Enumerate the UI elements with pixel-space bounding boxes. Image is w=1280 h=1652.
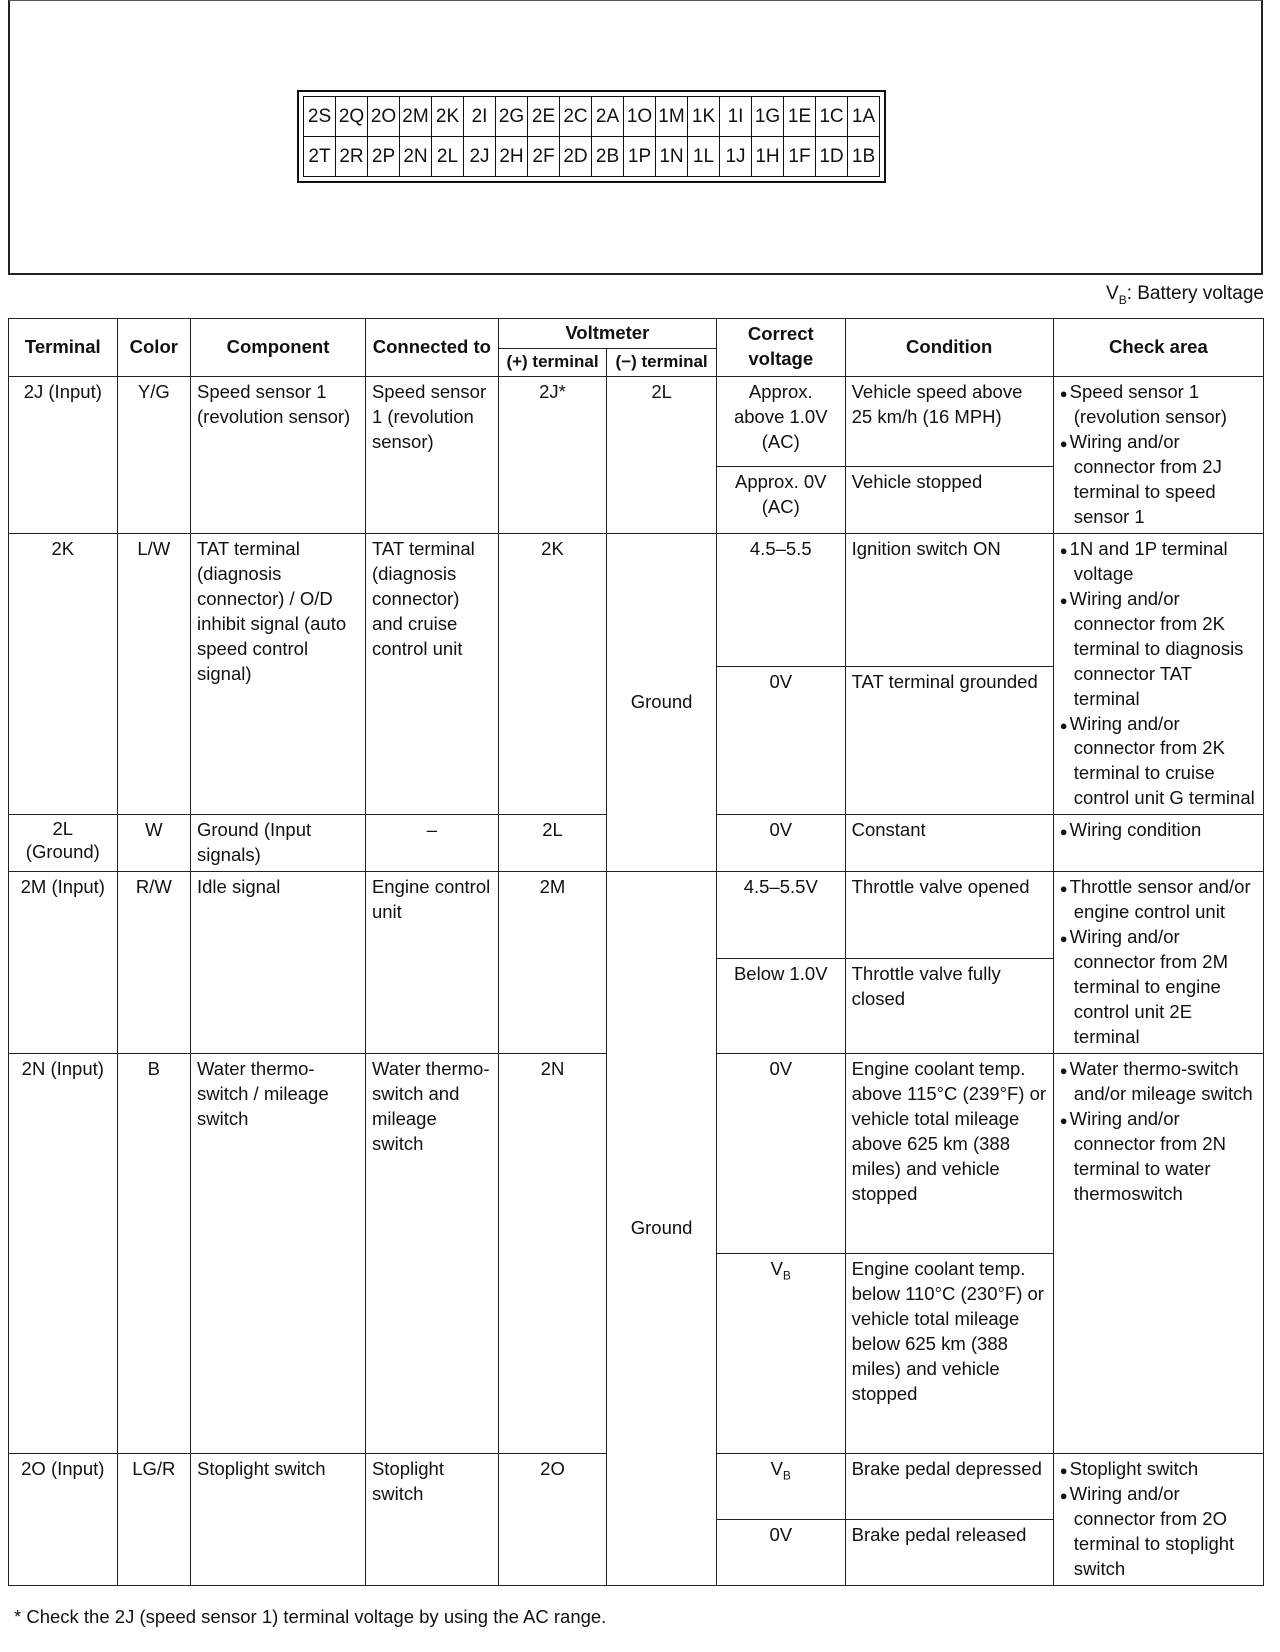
connector-pin: 2T: [304, 137, 336, 177]
minus-cell-ground: Ground: [607, 872, 717, 1586]
terminal-check-table: [8, 318, 1264, 1586]
plus-cell: 2O: [498, 1454, 607, 1586]
connector-pin: 2P: [368, 137, 400, 177]
connector-pin: 2C: [560, 97, 592, 137]
header-minus: (−) terminal: [607, 348, 717, 376]
connector-pin: 1L: [688, 137, 720, 177]
color-cell: Y/G: [117, 376, 190, 533]
connector-pin: 2D: [560, 137, 592, 177]
terminal-cell: 2K: [9, 533, 118, 815]
plus-cell: 2M: [498, 872, 607, 1054]
check-item: ● Wiring and/or connector from 2M terminal to engine control unit 2E terminal: [1060, 925, 1257, 1050]
connected-cell: TAT terminal (diagnosis connector) and cruise control unit: [365, 533, 498, 815]
connector-pin: 2M: [400, 97, 432, 137]
condition-cell: Vehicle speed above 25 km/h (16 MPH): [845, 376, 1053, 467]
connector-row-top: [304, 97, 880, 137]
voltage-cell: Approx. 0V (AC): [716, 467, 845, 533]
voltage-cell: $V_B$: [716, 1454, 845, 1520]
connected-cell: –: [365, 815, 498, 872]
check-item: ● Throttle sensor and/or engine control unit: [1060, 875, 1257, 925]
header-check: Check area: [1053, 319, 1263, 377]
connector-pin: 1E: [784, 97, 816, 137]
check-cell: [1053, 1054, 1263, 1454]
condition-cell: Brake pedal released: [845, 1520, 1053, 1586]
voltage-cell: Below 1.0V: [716, 958, 845, 1053]
connector-pin: 2H: [496, 137, 528, 177]
header-row: [9, 319, 1264, 349]
connector-pin: 1F: [784, 137, 816, 177]
condition-cell: Vehicle stopped: [845, 467, 1053, 533]
check-item: ● Wiring condition: [1060, 818, 1257, 843]
check-item: ● 1N and 1P terminal voltage: [1060, 537, 1257, 587]
table-row: [9, 376, 1264, 467]
connector-pin: 2E: [528, 97, 560, 137]
condition-cell: TAT terminal grounded: [845, 667, 1053, 815]
color-cell: R/W: [117, 872, 190, 1054]
footnote: * Check the 2J (speed sensor 1) terminal voltage by using the AC range.: [14, 1606, 607, 1627]
battery-voltage-legend: $V_B$: Battery voltage: [1106, 283, 1264, 307]
connector-pin: 1P: [624, 137, 656, 177]
table-row: [9, 533, 1264, 666]
connector-pin: 1J: [720, 137, 752, 177]
voltage-cell: $V_B$: [716, 1254, 845, 1454]
check-item: ● Wiring and/or connector from 2O terminal to stoplight switch: [1060, 1482, 1257, 1582]
connector-pin: 1O: [624, 97, 656, 137]
condition-cell: Engine coolant temp. below 110°C (230°F) or vehicle total mileage below 625 km (388 miles) and vehicle stopped: [845, 1254, 1053, 1454]
connector-pin: 2I: [464, 97, 496, 137]
plus-cell: 2N: [498, 1054, 607, 1454]
terminal-cell: 2N (Input): [9, 1054, 118, 1454]
check-cell: [1053, 533, 1263, 815]
connected-cell: Stoplight switch: [365, 1454, 498, 1586]
connector-pin: 1B: [848, 137, 880, 177]
connected-cell: Speed sensor 1 (revolution sensor): [365, 376, 498, 533]
connected-cell: Water thermo-switch and mileage switch: [365, 1054, 498, 1454]
header-plus: (+) terminal: [498, 348, 607, 376]
voltage-cell: 0V: [716, 815, 845, 872]
connector-pin: 1D: [816, 137, 848, 177]
connector-pin: 1K: [688, 97, 720, 137]
condition-cell: Ignition switch ON: [845, 533, 1053, 666]
check-item: ● Wiring and/or connector from 2K terminal to diagnosis connector TAT terminal: [1060, 587, 1257, 712]
connector-pinout: [297, 90, 886, 183]
connector-pin: 2B: [592, 137, 624, 177]
check-item: ● Wiring and/or connector from 2K terminal to cruise control unit G terminal: [1060, 712, 1257, 812]
connected-cell: Engine control unit: [365, 872, 498, 1054]
connector-pin: 2Q: [336, 97, 368, 137]
voltage-cell: 4.5–5.5V: [716, 872, 845, 959]
color-cell: L/W: [117, 533, 190, 815]
component-cell: Speed sensor 1 (revolution sensor): [191, 376, 366, 533]
check-item: ● Water thermo-switch and/or mileage switch: [1060, 1057, 1257, 1107]
minus-cell: 2L: [607, 376, 717, 533]
check-cell: [1053, 1454, 1263, 1586]
check-cell: [1053, 376, 1263, 533]
header-connected: Connected to: [365, 319, 498, 377]
connector-pin: 1H: [752, 137, 784, 177]
table-row: [9, 872, 1264, 959]
header-voltage: Correct voltage: [716, 319, 845, 377]
terminal-cell: 2M (Input): [9, 872, 118, 1054]
voltage-cell: Approx. above 1.0V (AC): [716, 376, 845, 467]
connector-pin: 2O: [368, 97, 400, 137]
check-item: ● Wiring and/or connector from 2J terminal to speed sensor 1: [1060, 430, 1257, 530]
color-cell: W: [117, 815, 190, 872]
color-cell: B: [117, 1054, 190, 1454]
connector-pin: 2S: [304, 97, 336, 137]
connector-pin: 2G: [496, 97, 528, 137]
plus-cell: 2J*: [498, 376, 607, 533]
component-cell: TAT terminal (diagnosis connector) / O/D inhibit signal (auto speed control signal): [191, 533, 366, 815]
connector-pin: 1G: [752, 97, 784, 137]
connector-pin: 1C: [816, 97, 848, 137]
terminal-cell: 2L (Ground): [9, 815, 118, 872]
component-cell: Idle signal: [191, 872, 366, 1054]
condition-cell: Constant: [845, 815, 1053, 872]
connector-pin: 1M: [656, 97, 688, 137]
connector-row-bottom: [304, 137, 880, 177]
component-cell: Stoplight switch: [191, 1454, 366, 1586]
voltage-cell: 0V: [716, 667, 845, 815]
connector-pin: 2J: [464, 137, 496, 177]
connector-pin: 2F: [528, 137, 560, 177]
connector-pin: 2L: [432, 137, 464, 177]
check-cell: [1053, 815, 1263, 872]
voltage-cell: 4.5–5.5: [716, 533, 845, 666]
color-cell: LG/R: [117, 1454, 190, 1586]
connector-pin: 1N: [656, 137, 688, 177]
header-voltmeter: Voltmeter: [498, 319, 716, 349]
terminal-cell: 2J (Input): [9, 376, 118, 533]
check-item: ● Speed sensor 1 (revolution sensor): [1060, 380, 1257, 430]
plus-cell: 2L: [498, 815, 607, 872]
component-cell: Ground (Input signals): [191, 815, 366, 872]
check-item: ● Stoplight switch: [1060, 1457, 1257, 1482]
header-component: Component: [191, 319, 366, 377]
condition-cell: Throttle valve fully closed: [845, 958, 1053, 1053]
connector-pin: 2K: [432, 97, 464, 137]
connector-pin: 1A: [848, 97, 880, 137]
check-item: ● Wiring and/or connector from 2N terminal to water thermoswitch: [1060, 1107, 1257, 1207]
voltage-cell: 0V: [716, 1520, 845, 1586]
plus-cell: 2K: [498, 533, 607, 815]
connector-pin: 2A: [592, 97, 624, 137]
header-color: Color: [117, 319, 190, 377]
condition-cell: Throttle valve opened: [845, 872, 1053, 959]
condition-cell: Engine coolant temp. above 115°C (239°F) or vehicle total mileage above 625 km (388 miles) and vehicle stopped: [845, 1054, 1053, 1254]
terminal-cell: 2O (Input): [9, 1454, 118, 1586]
connector-pin: 2N: [400, 137, 432, 177]
connector-pin: 2R: [336, 137, 368, 177]
check-cell: [1053, 872, 1263, 1054]
header-terminal: Terminal: [9, 319, 118, 377]
minus-cell-ground: Ground: [607, 533, 717, 872]
connector-pin: 1I: [720, 97, 752, 137]
component-cell: Water thermo-switch / mileage switch: [191, 1054, 366, 1454]
header-condition: Condition: [845, 319, 1053, 377]
voltage-cell: 0V: [716, 1054, 845, 1254]
condition-cell: Brake pedal depressed: [845, 1454, 1053, 1520]
